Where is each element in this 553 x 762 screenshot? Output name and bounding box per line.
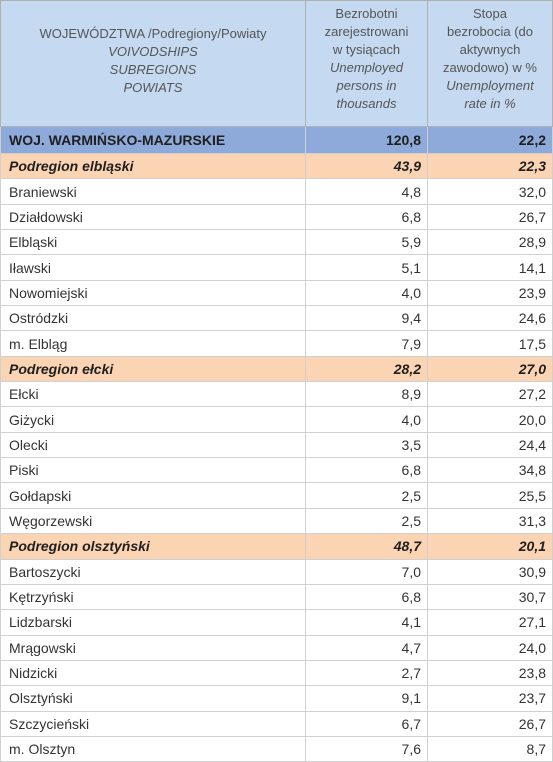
powiat-row bbox=[1, 660, 553, 685]
row-name: Giżycki bbox=[1, 407, 306, 432]
row-name: Olecki bbox=[1, 432, 306, 457]
row-name: Olsztyński bbox=[1, 686, 306, 711]
powiat-row bbox=[1, 331, 553, 356]
row-rate: 17,5 bbox=[428, 331, 553, 356]
row-name: Szczycieński bbox=[1, 711, 306, 736]
row-unemployed: 6,8 bbox=[306, 584, 428, 609]
row-rate: 8,7 bbox=[428, 736, 553, 761]
row-name: Mrągowski bbox=[1, 635, 306, 660]
header-rate-pl-2: bezrobocia (do bbox=[447, 24, 533, 39]
row-unemployed: 28,2 bbox=[306, 356, 428, 381]
row-unemployed: 5,9 bbox=[306, 230, 428, 255]
row-unemployed: 5,1 bbox=[306, 255, 428, 280]
row-unemployed: 2,5 bbox=[306, 508, 428, 533]
row-name: Węgorzewski bbox=[1, 508, 306, 533]
row-rate: 31,3 bbox=[428, 508, 553, 533]
row-name: Podregion elbląski bbox=[1, 154, 306, 179]
row-name: Nidzicki bbox=[1, 660, 306, 685]
header-region-en-3: POWIATS bbox=[123, 80, 183, 95]
row-name: Elbląski bbox=[1, 230, 306, 255]
powiat-row bbox=[1, 458, 553, 483]
row-rate: 22,3 bbox=[428, 154, 553, 179]
powiat-row bbox=[1, 179, 553, 204]
header-rate-pl-4: zawodowo) w % bbox=[443, 60, 537, 75]
row-unemployed: 7,9 bbox=[306, 331, 428, 356]
row-unemployed: 7,6 bbox=[306, 736, 428, 761]
header-region bbox=[1, 1, 306, 127]
row-rate: 27,2 bbox=[428, 382, 553, 407]
powiat-row bbox=[1, 382, 553, 407]
row-rate: 26,7 bbox=[428, 711, 553, 736]
row-name: Ełcki bbox=[1, 382, 306, 407]
powiat-row bbox=[1, 508, 553, 533]
powiat-row bbox=[1, 559, 553, 584]
powiat-row bbox=[1, 584, 553, 609]
row-name: Działdowski bbox=[1, 204, 306, 229]
voivodship-row bbox=[1, 127, 553, 154]
row-unemployed: 2,5 bbox=[306, 483, 428, 508]
powiat-row bbox=[1, 711, 553, 736]
row-rate: 27,0 bbox=[428, 356, 553, 381]
row-name: Lidzbarski bbox=[1, 610, 306, 635]
powiat-row bbox=[1, 736, 553, 761]
table-body bbox=[1, 127, 553, 762]
row-unemployed: 4,8 bbox=[306, 179, 428, 204]
row-unemployed: 3,5 bbox=[306, 432, 428, 457]
powiat-row bbox=[1, 306, 553, 331]
header-unemployed-en-3: thousands bbox=[336, 96, 397, 111]
row-rate: 20,1 bbox=[428, 534, 553, 559]
row-name: Kętrzyński bbox=[1, 584, 306, 609]
powiat-row bbox=[1, 230, 553, 255]
row-unemployed: 4,7 bbox=[306, 635, 428, 660]
row-rate: 28,9 bbox=[428, 230, 553, 255]
header-unemployed-en-1: Unemployed bbox=[330, 60, 403, 75]
powiat-row bbox=[1, 432, 553, 457]
header-unemployed-en-2: persons in bbox=[336, 78, 397, 93]
row-name: Piski bbox=[1, 458, 306, 483]
row-unemployed: 2,7 bbox=[306, 660, 428, 685]
row-rate: 23,8 bbox=[428, 660, 553, 685]
row-name: m. Olsztyn bbox=[1, 736, 306, 761]
header-rate-en-2: rate in % bbox=[464, 96, 516, 111]
row-unemployed: 6,7 bbox=[306, 711, 428, 736]
powiat-row bbox=[1, 686, 553, 711]
header-rate-pl-3: aktywnych bbox=[459, 42, 521, 57]
row-rate: 32,0 bbox=[428, 179, 553, 204]
row-unemployed: 6,8 bbox=[306, 458, 428, 483]
powiat-row bbox=[1, 280, 553, 305]
row-rate: 23,9 bbox=[428, 280, 553, 305]
header-rate bbox=[428, 1, 553, 127]
row-unemployed: 43,9 bbox=[306, 154, 428, 179]
row-rate: 27,1 bbox=[428, 610, 553, 635]
row-unemployed: 7,0 bbox=[306, 559, 428, 584]
header-unemployed-pl-3: w tysiącach bbox=[332, 42, 401, 57]
powiat-row bbox=[1, 407, 553, 432]
subregion-row bbox=[1, 534, 553, 559]
row-name: Nowomiejski bbox=[1, 280, 306, 305]
powiat-row bbox=[1, 204, 553, 229]
row-name: WOJ. WARMIŃSKO-MAZURSKIE bbox=[1, 127, 306, 154]
row-rate: 30,7 bbox=[428, 584, 553, 609]
header-unemployed-pl-1: Bezrobotni bbox=[335, 6, 398, 21]
row-rate: 24,0 bbox=[428, 635, 553, 660]
row-name: Podregion ełcki bbox=[1, 356, 306, 381]
subregion-row bbox=[1, 356, 553, 381]
row-unemployed: 6,8 bbox=[306, 204, 428, 229]
powiat-row bbox=[1, 483, 553, 508]
row-unemployed: 4,0 bbox=[306, 407, 428, 432]
header-rate-en-1: Unemployment bbox=[446, 78, 534, 93]
row-unemployed: 4,1 bbox=[306, 610, 428, 635]
row-unemployed: 120,8 bbox=[306, 127, 428, 154]
row-rate: 30,9 bbox=[428, 559, 553, 584]
row-rate: 34,8 bbox=[428, 458, 553, 483]
row-unemployed: 9,1 bbox=[306, 686, 428, 711]
row-rate: 24,4 bbox=[428, 432, 553, 457]
header-region-pl: WOJEWÓDZTWA /Podregiony/Powiaty bbox=[39, 26, 267, 41]
row-unemployed: 4,0 bbox=[306, 280, 428, 305]
subregion-row bbox=[1, 154, 553, 179]
row-rate: 14,1 bbox=[428, 255, 553, 280]
header-rate-pl-1: Stopa bbox=[473, 6, 507, 21]
row-name: m. Elbląg bbox=[1, 331, 306, 356]
row-name: Podregion olsztyński bbox=[1, 534, 306, 559]
row-rate: 22,2 bbox=[428, 127, 553, 154]
row-name: Ostródzki bbox=[1, 306, 306, 331]
row-rate: 25,5 bbox=[428, 483, 553, 508]
header-unemployed bbox=[306, 1, 428, 127]
powiat-row bbox=[1, 255, 553, 280]
row-rate: 23,7 bbox=[428, 686, 553, 711]
row-name: Bartoszycki bbox=[1, 559, 306, 584]
row-name: Braniewski bbox=[1, 179, 306, 204]
row-rate: 26,7 bbox=[428, 204, 553, 229]
header-row bbox=[1, 1, 553, 127]
header-unemployed-pl-2: zarejestrowani bbox=[324, 24, 409, 39]
row-name: Gołdapski bbox=[1, 483, 306, 508]
row-unemployed: 8,9 bbox=[306, 382, 428, 407]
header-region-en-2: SUBREGIONS bbox=[109, 62, 197, 77]
powiat-row bbox=[1, 635, 553, 660]
row-rate: 24,6 bbox=[428, 306, 553, 331]
powiat-row bbox=[1, 610, 553, 635]
row-rate: 20,0 bbox=[428, 407, 553, 432]
row-unemployed: 48,7 bbox=[306, 534, 428, 559]
row-name: Iławski bbox=[1, 255, 306, 280]
row-unemployed: 9,4 bbox=[306, 306, 428, 331]
header-region-en-1: VOIVODSHIPS bbox=[108, 44, 198, 59]
